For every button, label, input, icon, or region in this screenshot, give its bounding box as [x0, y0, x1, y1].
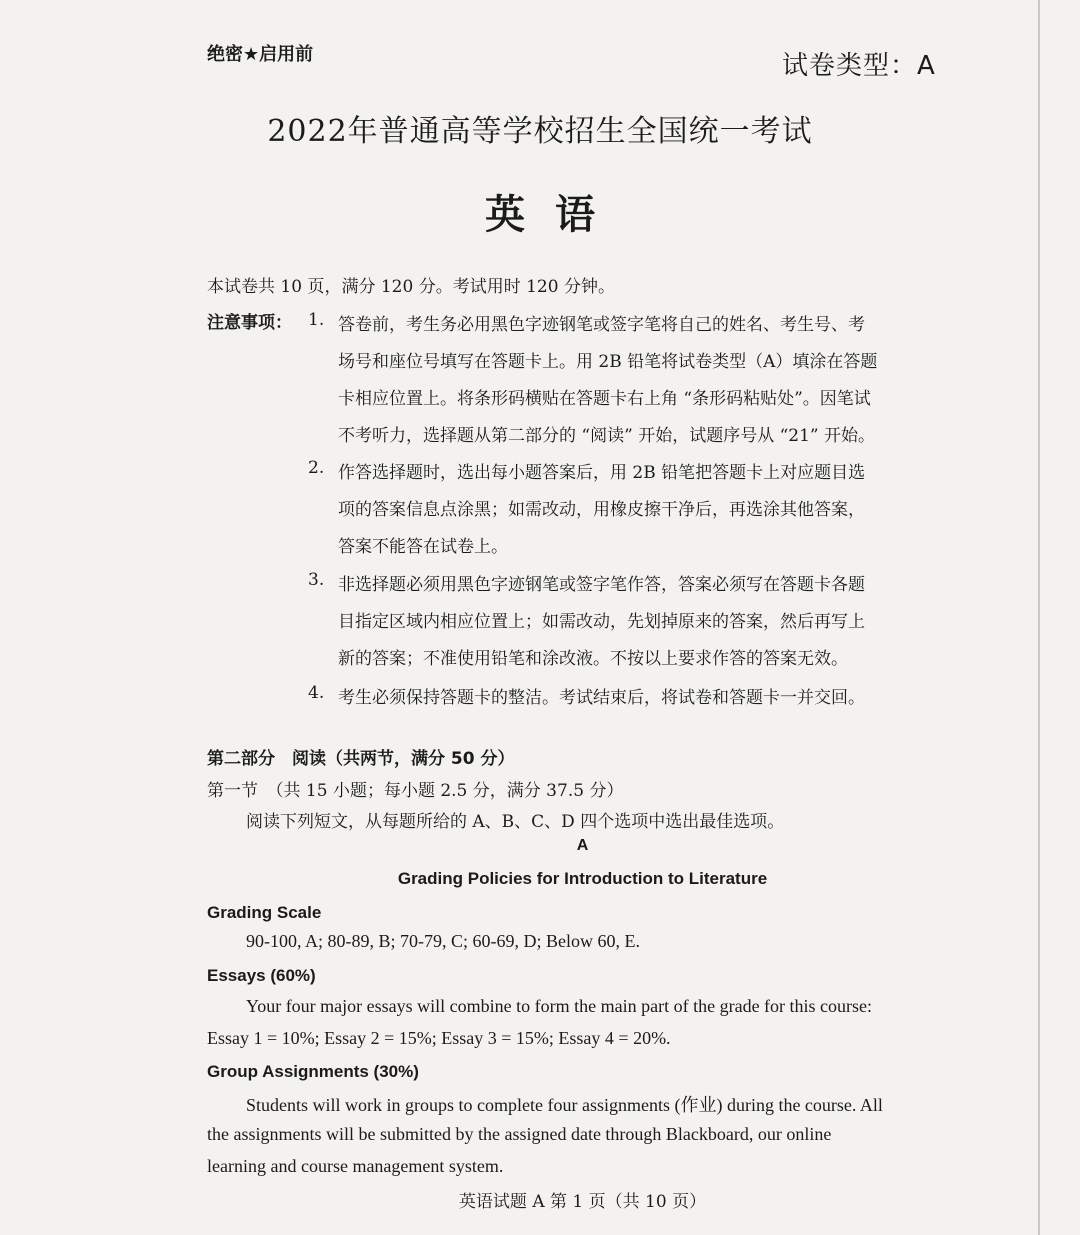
- passage-title: Grading Policies for Introduction to Literature: [397, 869, 768, 888]
- note-line: 卡相应位置上。将条形码横贴在答题卡右上角 “条形码粘贴处”。因笔试: [338, 389, 871, 409]
- passage-letter: A: [576, 837, 589, 854]
- notes-label: 注意事项：: [207, 313, 292, 333]
- note-number: 1.: [308, 310, 325, 330]
- note-line: 不考听力，选择题从第二部分的 “阅读” 开始，试题序号从 “21” 开始。: [338, 426, 876, 446]
- paper-type-label: 试卷类型：A: [782, 51, 936, 81]
- section-heading: 第一节 （共 15 小题；每小题 2.5 分，满分 37.5 分）: [207, 781, 624, 801]
- group-line: the assignments will be submitted by the assigned date through Blackboard, our online: [207, 1124, 832, 1144]
- grading-scale-heading: Grading Scale: [207, 903, 322, 922]
- subject-title: 英语: [485, 192, 625, 238]
- note-line: 作答选择题时，选出每小题答案后，用 2B 铅笔把答题卡上对应题目选: [338, 463, 866, 483]
- group-line: Students will work in groups to complete four assignments (作业) during the course. All: [246, 1095, 883, 1115]
- note-number: 3.: [308, 570, 325, 590]
- note-number: 4.: [308, 683, 325, 703]
- page-footer: 英语试题 A 第 1 页（共 10 页）: [458, 1192, 707, 1212]
- section-instruction: 阅读下列短文，从每题所给的 A、B、C、D 四个选项中选出最佳选项。: [246, 812, 785, 832]
- essays-heading: Essays (60%): [207, 966, 316, 985]
- note-line: 目指定区域内相应位置上；如需改动，先划掉原来的答案，然后再写上: [338, 612, 865, 632]
- note-line: 场号和座位号填写在答题卡上。用 2B 铅笔将试卷类型（A）填涂在答题: [338, 352, 878, 372]
- note-line: 项的答案信息点涂黑；如需改动，用橡皮擦干净后，再选涂其他答案，: [338, 500, 865, 520]
- part-heading: 第二部分 阅读（共两节，满分 50 分）: [207, 749, 515, 769]
- essays-line: Your four major essays will combine to form the main part of the grade for this course:: [246, 996, 873, 1016]
- exam-title: 2022年普通高等学校招生全国统一考试: [267, 114, 813, 149]
- note-line: 答案不能答在试卷上。: [338, 537, 508, 557]
- note-line: 考生必须保持答题卡的整洁。考试结束后，将试卷和答题卡一并交回。: [338, 688, 865, 708]
- note-line: 新的答案；不准使用铅笔和涂改液。不按以上要求作答的答案无效。: [338, 649, 848, 669]
- group-line: learning and course management system.: [207, 1156, 504, 1176]
- exam-intro: 本试卷共 10 页，满分 120 分。考试用时 120 分钟。: [207, 277, 615, 297]
- group-assignments-heading: Group Assignments (30%): [207, 1062, 419, 1081]
- note-line: 非选择题必须用黑色字迹钢笔或签字笔作答，答案必须写在答题卡各题: [338, 575, 865, 595]
- note-number: 2.: [308, 458, 325, 478]
- note-line: 答卷前，考生务必用黑色字迹钢笔或签字笔将自己的姓名、考生号、考: [338, 315, 865, 335]
- grading-scale-text: 90-100, A; 80-89, B; 70-79, C; 60-69, D; Below 60, E.: [246, 931, 640, 951]
- confidential-mark: 绝密★启用前: [207, 44, 314, 65]
- essays-line: Essay 1 = 10%; Essay 2 = 15%; Essay 3 = 15%; Essay 4 = 20%.: [207, 1028, 671, 1048]
